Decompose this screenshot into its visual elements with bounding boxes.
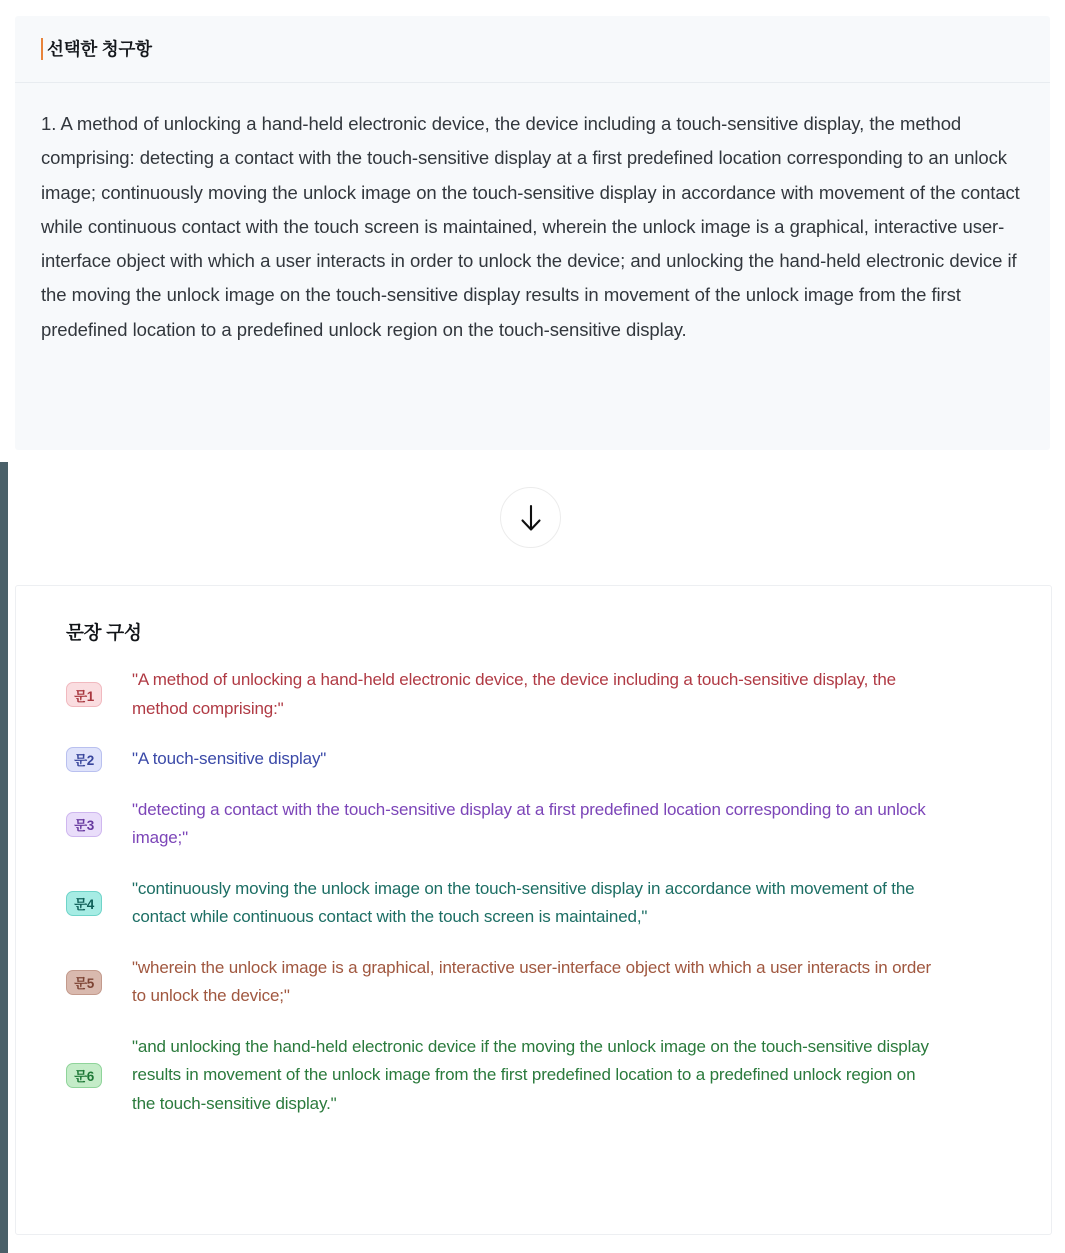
scroll-down-button[interactable]	[500, 487, 561, 548]
left-sidebar-rail	[0, 462, 8, 1253]
sentence-item[interactable]	[66, 1033, 941, 1119]
sentence-badge: 문4	[66, 891, 102, 916]
sentence-text: "wherein the unlock image is a graphical, interactive user-interface object with which a user interacts in order to unlock the device;"	[132, 957, 932, 1005]
sentence-badge: 문5	[66, 970, 102, 995]
sentence-text: "continuously moving the unlock image on the touch-sensitive display in accordance with movement of the contact while continuous contact with the touch screen is maintained,"	[132, 878, 915, 926]
sentence-text: "A touch-sensitive display"	[132, 749, 327, 768]
sentence-item[interactable]	[66, 666, 941, 723]
sentence-item[interactable]	[66, 745, 941, 774]
sentence-badge: 문2	[66, 747, 102, 772]
sentence-list	[66, 666, 941, 1118]
sentence-item[interactable]	[66, 796, 941, 853]
selected-claim-header	[15, 16, 1050, 83]
sentence-badge: 문6	[66, 1063, 102, 1088]
sentence-text: "detecting a contact with the touch-sensitive display at a first predefined location corresponding to an unlock image;"	[132, 799, 926, 847]
sentence-text: "and unlocking the hand-held electronic device if the moving the unlock image on the touch-sensitive display results in movement of the unlock image from the first predefined location to a predefined unlock region on the touch-sensitive display."	[132, 1036, 929, 1113]
sentence-badge: 문1	[66, 682, 102, 707]
sentence-badge: 문3	[66, 812, 102, 837]
sentence-structure-card	[15, 585, 1052, 1235]
sentence-item[interactable]	[66, 954, 941, 1011]
sentence-text: "A method of unlocking a hand-held electronic device, the device including a touch-sensitive display, the method comprising:"	[132, 670, 896, 718]
title-accent-bar	[41, 38, 43, 60]
claim-body-text: 1. A method of unlocking a hand-held electronic device, the device including a touch-sensitive display, the method comprising: detecting a contact with the touch-sensitive display at a first predefined location corresponding to an unlock image; continuously moving the unlock image on the touch-sensitive display in accordance with movement of the contact while continuous contact with the touch screen is maintained, wherein the unlock image is a graphical, interactive user-interface object with which a user interacts in order to unlock the device; and unlocking the hand-held electronic device if the moving the unlock image on the touch-sensitive display results in movement of the unlock image from the first predefined location to a predefined unlock region on the touch-sensitive display.	[41, 113, 1020, 340]
section-title: 문장 구성	[66, 622, 142, 643]
arrow-down-icon	[518, 503, 544, 533]
claim-title-wrap	[41, 38, 152, 60]
selected-claim-card	[15, 16, 1050, 450]
page-title: 선택한 청구항	[47, 39, 152, 59]
sentence-item[interactable]	[66, 875, 941, 932]
